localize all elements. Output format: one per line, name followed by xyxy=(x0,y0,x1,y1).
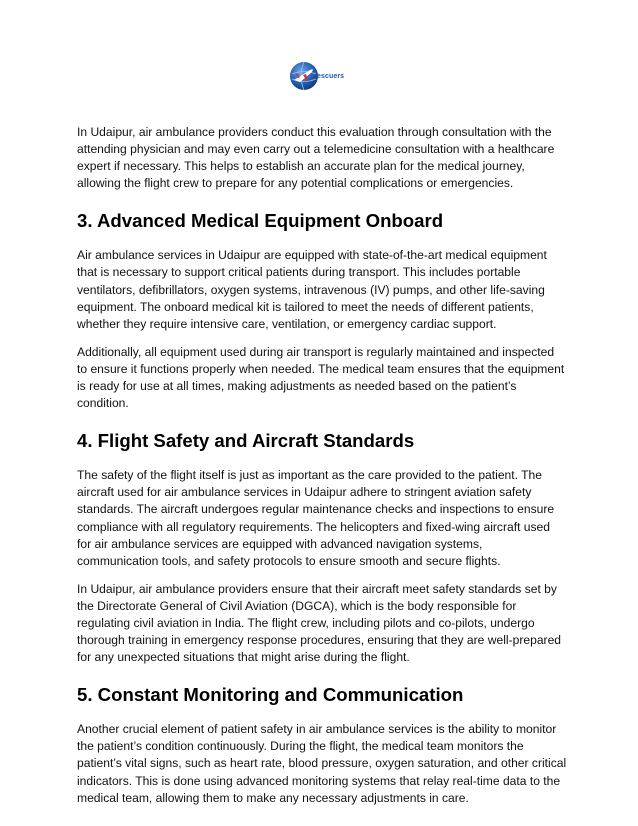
section-heading-monitoring: 5. Constant Monitoring and Communication xyxy=(77,684,464,706)
paragraph: In Udaipur, air ambulance providers ensure that their aircraft meet safety standards set by the Directorate General of Civil Aviation (DGCA), which is the body responsible for regulating civil aviation in India. The flight crew, including pilots and co-pilots, undergo thorough training in emergency response procedures, ensuring that they are well-prepared for any unexpected situations that might arise during the flight. xyxy=(77,581,562,665)
logo-wordmark: escuers xyxy=(317,72,345,80)
paragraph: Additionally, all equipment used during air transport is regularly maintained and inspected to ensure it functions properly when needed. The medical team ensures that the equipment is ready for use at all times, making adjustments as needed based on the patient’s condition. xyxy=(77,344,565,411)
paragraph: Air ambulance services in Udaipur are equipped with state-of-the-art medical equipment that is necessary to support critical patients during transport. This includes portable ventilators, defibrillators, oxygen systems, intravenous (IV) pumps, and other life-saving equipment. The onboard medical kit is tailored to meet the needs of different patients, whether they require intensive care, ventilation, or emergency cardiac support. xyxy=(77,248,547,331)
intro-paragraph: In Udaipur, air ambulance providers conduct this evaluation through consultation with the attending physician and may even carry out a telemedicine consultation with a healthcare expert if necessary. This helps to establish an accurate plan for the medical journey, allowing the flight crew to prepare for any potential complications or emergencies. xyxy=(77,125,555,191)
globe-plane-logo-icon xyxy=(288,60,320,92)
paragraph: The safety of the flight itself is just as important as the care provided to the patient. The aircraft used for air ambulance services in Udaipur adhere to stringent aviation safety standards. The aircraft undergoes regular maintenance checks and inspections to ensure compliance with all regulatory requirements. The helicopters and fixed-wing aircraft used for air ambulance services are equipped with advanced navigation systems, communication tools, and safety protocols to ensure smooth and secure flights. xyxy=(77,468,555,568)
document-body xyxy=(77,124,567,818)
section-heading-equipment: 3. Advanced Medical Equipment Onboard xyxy=(77,210,444,232)
paragraph: Another crucial element of patient safety in air ambulance services is the ability to monitor the patient’s condition continuously. During the flight, the medical team monitors the patient’s vital signs, such as heart rate, blood pressure, oxygen saturation, and other critical indicators. This is done using advanced monitoring systems that relay real-time data to the medical team, allowing them to make any necessary adjustments in care. xyxy=(77,722,567,805)
section-heading-flight-safety: 4. Flight Safety and Aircraft Standards xyxy=(77,430,415,452)
company-logo xyxy=(288,58,360,94)
